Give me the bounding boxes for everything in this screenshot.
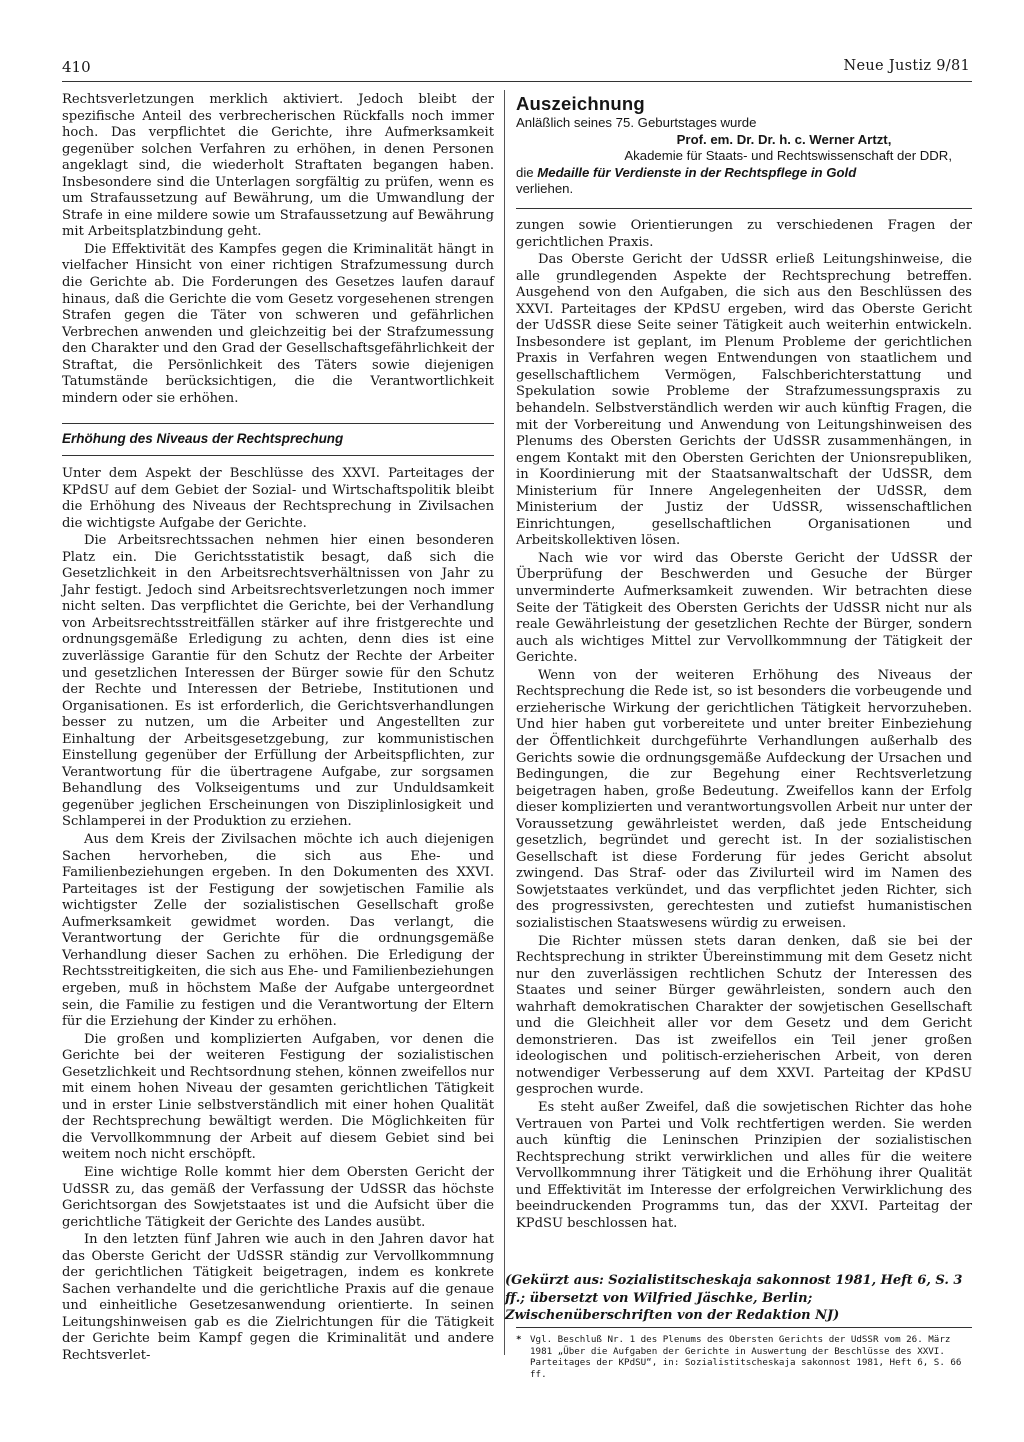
right-paragraph-5: Die Richter müssen stets daran denken, daß sie bei der Rechtsprechung in strikter Übereinstimmung mit dem Gesetz nicht nur den zuverlässigen rechtlichen Schutz der Interessen des Staates und seiner Bürger gewährleisten, sondern auch den wahrhaft demokratischen Charakter der sowjetischen Gesellschaft und die Gleichheit aller vor dem Gesetz und dem Gericht demonstrieren. Das ist zweifellos ein Teil jener großen ideologischen und politisch-erzieherischen Arbeit, von deren notwendiger Verbesserung auf dem XXVI. Parteitag der KPdSU gesprochen wurde.	[516, 933, 972, 1098]
right-paragraph-3: Nach wie vor wird das Oberste Gericht der UdSSR der Überprüfung der Beschwerden und Gesuche der Bürger unverminderte Aufmerksamkeit zuwenden. Wir betrachten diese Seite der Tätigkeit des Obersten Gerichts der UdSSR nicht nur als reale Gewährleistung der gesetzlichen Rechte der Bürger, sondern auch als wichtiges Mittel zur Vervollkommnung der Tätigkeit der Gerichte.	[516, 550, 972, 666]
footnote	[516, 1334, 976, 1380]
award-occasion: Anläßlich seines 75. Geburtstages wurde	[516, 115, 757, 130]
left-paragraph-1: Rechtsverletzungen merklich aktiviert. Jedoch bleibt der spezifische Anteil des verbrecherischen Rückfalls noch immer hoch. Das verpflichtet die Gerichte, ihre Aufmerksamkeit gegenüber solchen Verfahren zu erhöhen, in denen Personen angeklagt sind, die wiederholt Straftaten begangen haben. Insbesondere sind die Unterlagen sorgfältig zu prüfen, wenn es um Strafaussetzung auf Bewährung, um die Umwandlung der Strafe in eine mildere sowie um Strafaussetzung auf Bewährung mit Arbeitsplatzbindung geht.	[62, 92, 494, 240]
left-paragraph-8: In den letzten fünf Jahren wie auch in den Jahren davor hat das Oberste Gericht der UdSSR ständig zur Vervollkommnung der gerichtlichen Tätigkeit beigetragen, indem es konkrete Sachen verhandelte und die gerichtliche Praxis auf die genaue und einheitliche Gesetzesanwendung orientierte. In seinen Leitungshinweisen gab es die Zielrichtungen für die Tätigkeit der Gerichte beim Kampf gegen die Kriminalität und andere Rechtsverlet-	[62, 1232, 494, 1363]
award-post: verliehen.	[516, 181, 574, 196]
footnote-text: Vgl. Beschluß Nr. 1 des Plenums des Obersten Gerichts der UdSSR vom 26. März 1981 „Über die Aufgaben der Gerichte in Auswertung der Beschlüsse des XXVI. Parteitages der KPdSU“, in: Sozialistitscheskaja sakonnost 1981, Heft 6, S. 66 ff.	[530, 1334, 962, 1380]
left-paragraph-5: Aus dem Kreis der Zivilsachen möchte ich auch diejenigen Sachen hervorheben, die sich aus Ehe- und Familienbeziehungen ergeben. In den Dokumenten des XXVI. Parteitages ist der Festigung der sowjetischen Familie als wichtigster Zelle der sozialistischen Gesellschaft große Aufmerksamkeit gewidmet worden. Das verlangt, die Verantwortung der Gerichte für die ordnungsgemäße Verhandlung dieser Sachen zu erhöhen. Die Erledigung der Rechtsstreitigkeiten, die sich aus Ehe- und Familienbeziehungen ergeben, muß in höchstem Maße der Aufgabe untergeordnet sein, die Familie zu festigen und die Verantwortung der Eltern für die Erziehung der Kinder zu erhöhen.	[62, 832, 494, 1030]
column-divider	[504, 90, 505, 1355]
award-recipient: Prof. em. Dr. Dr. h. c. Werner Artzt,	[676, 131, 892, 147]
section-subheading: Erhöhung des Niveaus der Rechtsprechung	[62, 431, 344, 446]
footnote-marker: *	[516, 1334, 522, 1345]
award-notice	[516, 115, 972, 198]
left-paragraph-2: Die Effektivität des Kampfes gegen die Kriminalität hängt in vielfacher Hinsicht von einer richtigen Strafzumessung durch die Gerichte ab. Die Forderungen des Gesetzes laufen darauf hinaus, daß die Gerichte die vom Gesetz vorgesehenen strengen Strafen gegen die Täter von schweren und gefährlichen Verbrechen anwenden und gleichzeitig bei der Strafzumessung den Charakter und den Grad der Gesellschaftsgefährlichkeit der Straftat, die Persönlichkeit des Täters sowie diejenigen Tatumstände berücksichtigen, die die Verantwortlichkeit mindern oder sie erhöhen.	[62, 241, 494, 406]
right-paragraph-1: zungen sowie Orientierungen zu verschiedenen Fragen der gerichtlichen Praxis.	[516, 218, 972, 250]
award-pre: die	[516, 164, 538, 180]
page-header	[62, 58, 970, 80]
award-title: Auszeichnung	[516, 93, 645, 114]
right-paragraph-2: Das Oberste Gericht der UdSSR erließ Leitungshinweise, die alle grundlegenden Aspekte der Rechtsprechung betreffen. Ausgehend von den Aufgaben, die sich aus den Beschlüssen des XXVI. Parteitages der KPdSU ergeben, wird das Oberste Gericht der UdSSR diese Seite seiner Tätigkeit auch weiterhin entwickeln. Insbesondere ist geplant, im Plenum Probleme der gerichtlichen Praxis in Verfahren wegen Entwendungen von staatlichem und gesellschaftlichem Vermögen, Falschberichterstattung und Spekulation sowie Probleme der Strafzumessungspraxis zu behandeln. Selbstverständlich werden wir auch künftig Fragen, die mit der Vorbereitung und Anwendung von Leitungshinweisen des Plenums des Obersten Gerichts der UdSSR zusammenhängen, in engem Kontakt mit den Obersten Gerichten der Unionsrepubliken, in Koordinierung mit der Staatsanwaltschaft der UdSSR, dem Ministerium für Innere Angelegenheiten der UdSSR, dem Ministerium der Justiz der UdSSR, wissenschaftlichen Einrichtungen, gesellschaftlichen Organisationen und Arbeitskollektiven lösen.	[516, 252, 972, 549]
award-rule	[516, 208, 972, 209]
left-column-top	[62, 92, 494, 407]
page-number: 410	[62, 58, 91, 76]
left-paragraph-6: Die großen und komplizierten Aufgaben, vor denen die Gerichte bei der weiteren Festigung der sozialistischen Gesetzlichkeit und Rechtsordnung stehen, können zweifellos nur mit einem hohen Niveau der gesamten gerichtlichen Tätigkeit und in erster Linie selbstverständlich mit einer hohen Qualität der Rechtsprechung bewältigt werden. Die Möglichkeiten für die Vervollkommnung der Arbeit auf diesem Gebiet sind bei weitem noch nicht erschöpft.	[62, 1031, 495, 1163]
award-medal: Medaille für Verdienste in der Rechtspflege in Gold	[537, 164, 857, 180]
header-rule	[62, 81, 972, 82]
right-paragraph-4: Wenn von der weiteren Erhöhung des Niveaus der Rechtsprechung die Rede ist, so ist besonders die vorbeugende und erzieherische Wirkung der gerichtlichen Tätigkeit hervorzuheben. Und hier haben gut vorbereitete und unter breiter Einbeziehung der Öffentlichkeit durchgeführte Verhandlungen außerhalb des Gerichts sowie die ordnungsgemäße Aufdeckung der Ursachen und Bedingungen, die zur Begehung einer Rechtsverletzung beigetragen haben, große Bedeutung. Zweifellos kann der Erfolg dieser komplizierten und verantwortungsvollen Arbeit nur unter der Voraussetzung gewährleistet werden, daß jede Entscheidung gesetzlich, begründet und gerecht ist. In der sozialistischen Gesellschaft ist diese Forderung für jedes Gericht absolut zwingend. Das Straf- oder das Zivilurteil wird im Namen des Sowjetstaates verkündet, und das verpflichtet jeden Richter, sich des progressivsten, gerechtesten und zutiefst humanistischen sozialistischen Staatswesens würdig zu erweisen.	[516, 667, 972, 931]
subheading-rule-top	[62, 423, 494, 424]
source-note: (Gekürzt aus: Sozialistitscheskaja sakonnost 1981, Heft 6, S. 3 ff.; übersetzt von Wilfried Jäschke, Berlin; Zwischenüberschriften von der Redaktion NJ)	[505, 1273, 963, 1323]
left-paragraph-4: Die Arbeitsrechtssachen nehmen hier einen besonderen Platz ein. Die Gerichtsstatistik besagt, daß sich die Gesetzlichkeit in den Arbeitsrechtsverhältnissen von Jahr zu Jahr festigt. Jedoch sind Arbeitsrechtsverletzungen noch immer nicht selten. Das verpflichtet die Gerichte, bei der Verhandlung von Arbeitsrechtsstreitfällen stärker auf ihre fristgerechte und ordnungsgemäße Erledigung zu achten, denn dies ist eine zuverlässige Garantie für den Schutz der Rechte der Arbeiter und gesetzlichen Interessen der Bürger sowie für den Schutz der Rechte und Interessen der Betriebe, Institutionen und Organisationen. Es ist erforderlich, die Gerichtsverhandlungen besser zu nutzen, um die Arbeiter und Angestellten zur Einhaltung der Arbeitsgesetzgebung, zur kommunistischen Einstellung gegenüber der Erfüllung der Arbeitspflichten, zur Verantwortung für die übertragene Aufgabe, zur sorgsamen Behandlung des Volkseigentums und zur Unduldsamkeit gegenüber jeglichen Erscheinungen von Disziplinlosigkeit und Schlamperei in der Produktion zu erziehen.	[62, 533, 494, 830]
left-column-bottom	[62, 466, 494, 1365]
right-paragraph-6: Es steht außer Zweifel, daß die sowjetischen Richter das hohe Vertrauen von Partei und Volk rechtfertigen werden. Sie werden auch künftig die Leninschen Prinzipien der sozialistischen Rechtsprechung strikt verwirklichen und alles für die weitere Vervollkommnung ihrer Tätigkeit und die Erhöhung ihrer Qualität und Effektivität im Interesse der erfolgreichen Verwirklichung des beeindruckenden Programms tun, das der XXVI. Parteitag der KPdSU beschlossen hat.	[516, 1099, 972, 1231]
left-paragraph-3: Unter dem Aspekt der Beschlüsse des XXVI. Parteitages der KPdSU auf dem Gebiet der Sozial- und Wirtschaftspolitik bleibt die Erhöhung des Niveaus der Rechtsprechung in Zivilsachen die wichtigste Aufgabe der Gerichte.	[62, 466, 494, 531]
footnote-rule	[516, 1327, 972, 1328]
right-column	[516, 218, 972, 1232]
subheading-rule-bottom	[62, 455, 494, 456]
left-paragraph-7: Eine wichtige Rolle kommt hier dem Obersten Gericht der UdSSR zu, das gemäß der Verfassung der UdSSR das höchste Gerichtsorgan des Sowjetstaates ist und die Aufsicht über die gerichtliche Tätigkeit der Gerichte des Landes ausübt.	[62, 1164, 494, 1230]
award-institution: Akademie für Staats- und Rechtswissenschaft der DDR,	[624, 148, 952, 163]
journal-issue: Neue Justiz 9/81	[843, 58, 970, 74]
